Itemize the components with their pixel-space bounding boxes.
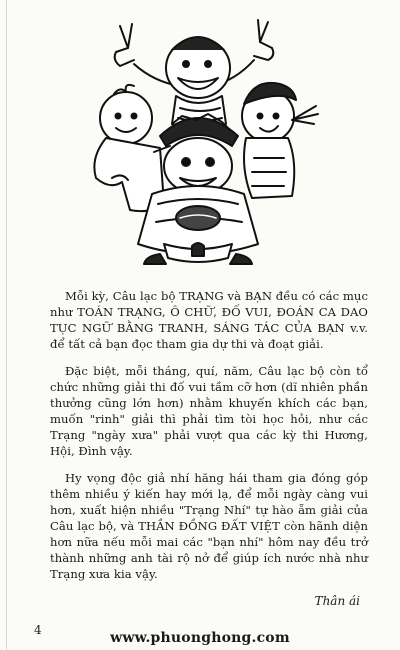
article-body: [50, 288, 368, 593]
paragraph-3: Hy vọng độc giả nhí hăng hái tham gia đóng góp thêm nhiều ý kiến hay mới lạ, để mỗi ngày càng vui hơn, xuất hiện nhiều "Trạng Nhí" tự hào ẵm giải của Câu lạc bộ, và THẦN ĐỒNG ĐẤT VIỆT còn hãnh diện hơn nữa nếu mỗi mai các "bạn nhí" hôm nay đều trở thành những anh tài rộ nở để giúp ích nước nhà như Trạng xưa kia vậy.: [50, 471, 368, 581]
paragraph-2: Đặc biệt, mỗi tháng, quí, năm, Câu lạc bộ còn tổ chức những giải thi đố vui tầm cỡ hơn (dĩ nhiên phần thưởng cũng lớn hơn) nhằm khuyến khích các bạn, muốn "rinh" giải thì phải tìm tòi học hỏi, như các Trạng "ngày xưa" phải vượt qua các kỳ thi Hương, Hội, Đình vậy.: [50, 364, 368, 458]
paragraph-1: Mỗi kỳ, Câu lạc bộ TRẠNG và BẠN đều có các mục như TOÁN TRẠNG, Ô CHỮ, ĐỐ VUI, ĐOÁN CA DAO TỤC NGỮ BẰNG TRANH, SÁNG TÁC CỦA BẠN v.v. để tất cả bạn đọc tham gia dự thi và đoạt giải.: [50, 289, 368, 351]
page-number: 4: [34, 623, 42, 637]
signoff: Thân ái: [314, 594, 360, 608]
footer-url: www.phuonghong.com: [110, 630, 290, 646]
page-edge: [6, 0, 7, 650]
cartoon-characters-illustration: [68, 8, 328, 270]
